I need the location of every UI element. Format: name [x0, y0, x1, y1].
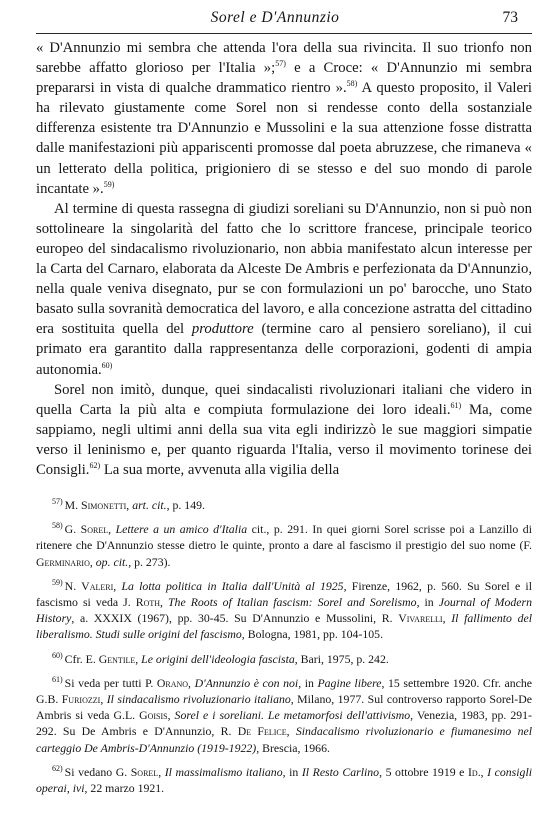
footnote-number: 57) [52, 497, 63, 507]
footnote-number: 58) [52, 521, 63, 531]
running-title: Sorel e D'Annunzio [210, 9, 340, 26]
reference: ivi [72, 781, 85, 796]
text-run: e a Croce: « D'Annunzio mi sembra prepararsi in vista di qualche drammatico rientro ». [36, 60, 532, 97]
text-run: , [100, 692, 107, 707]
text-run: « D'Annunzio mi sembra che attenda l'ora della sua rivincita. Il suo trionfo non sarebbe affatto glorioso per l'Italia »; [36, 40, 532, 77]
text-run: (termine caro al pensiero soreliano), il cui primato era garantito dalla rappresentanza delle corporazioni, godenti di ampia autonomia. [36, 321, 532, 378]
article-title: The Roots of Italian fascism: Sorel and Sorelismo [167, 595, 417, 610]
header-rule [36, 33, 532, 34]
author: M. Simonetti [64, 498, 127, 512]
author: Vivarelli [398, 611, 443, 626]
author: N. Valeri [64, 578, 114, 593]
text-run: , in [298, 675, 318, 690]
main-text [36, 38, 532, 480]
author: Germinario [36, 554, 90, 569]
text-run: , [286, 724, 296, 739]
text-run: , [442, 611, 452, 626]
page-header [0, 9, 550, 31]
text-run: cit., p. 291. In quei giorni Sorel scrisse poi a Lanzillo di ritenere che D'Annunzio stesse dietro le quinte, pronto a dare al fascismo il prestigio del suo nome (F. [36, 522, 532, 553]
emphasis: produttore [191, 321, 254, 338]
reference: op. cit. [95, 554, 129, 569]
text-run: Si vedano G. [64, 764, 131, 779]
text-run: , 5 ottobre 1919 e [379, 764, 468, 779]
text-run: , [113, 578, 122, 593]
footnote-ref-62: 62) [89, 461, 101, 471]
journal-title: Journal of Modern History [36, 595, 532, 626]
author: Sorel [130, 764, 159, 779]
article-title: I consigli operai [36, 764, 532, 796]
journal-title: Pagine libere [317, 675, 382, 690]
footnote-number: 61) [52, 674, 63, 684]
footnote-ref-60: 60) [101, 360, 113, 370]
footnote-57 [36, 497, 532, 513]
book-title: Sorel e i soreliani. Le metamorfosi dell'attivismo [174, 708, 411, 723]
author: Orano [156, 675, 189, 690]
text-run: , 22 marzo 1921. [84, 781, 165, 796]
footnote-58 [36, 521, 532, 570]
text-run: Sorel non imitò, dunque, quei sindacalisti rivoluzionari italiani che videro in quella Carta la più alta e compiuta formulazione dei loro ideali. [36, 381, 532, 418]
book-title: Lettere a un amico d'Italia [115, 522, 248, 537]
author: G. Sorel [64, 522, 109, 537]
text-run: , Milano, 1977. Sul controverso rapporto Sorel-De Ambris si veda G.L. [36, 692, 532, 723]
footnotes [36, 497, 532, 804]
reference: art. cit. [132, 498, 167, 512]
text-run: , p. 149. [166, 498, 205, 512]
author: Furiozzi [61, 692, 101, 707]
text-run: A questo proposito, il Valeri ha rilevato giustamente come Sorel non si rendesse conto della sostanziale differenza esistente tra D'Annunzio e Mussolini e la sua attenzione fosse distratta dalle manifestazioni più appariscenti promosse dal poeta abruzzese, che rimaneva « un letterato della politica, prigioniero di se stesso e del suo mondo di parole incantate ». [36, 80, 532, 197]
text-run: La sua morte, avvenuta alla vigilia della [100, 461, 340, 478]
footnote-61 [36, 675, 532, 756]
text-run: , Brescia, 1966. [256, 740, 330, 755]
book-title: Sindacalismo rivoluzionario e fiumanesimo nel carteggio De Ambris-D'Annunzio (1919-1922) [36, 724, 532, 755]
text-run: Ma, come sappiamo, negli ultimi anni della sua vita egli indirizzò le sue maggiori simpatie verso il leninismo e, per quanto riguarda l'Italia, verso il movimento torinese dei Consigli. [36, 401, 532, 478]
paragraph-2 [36, 199, 532, 380]
text-run: , [89, 554, 96, 569]
text-run: , in [282, 764, 302, 779]
paragraph-3 [36, 380, 532, 480]
page-number: 73 [502, 9, 518, 26]
text-run: , Venezia, 1983, pp. 291-292. Su De Ambris e D'Annunzio, R. [36, 708, 532, 739]
book-title: Il fallimento del liberalismo. Studi sulle origini del fascismo [36, 611, 532, 642]
journal-title: Il Resto Carlino [301, 764, 380, 779]
footnote-number: 59) [52, 577, 63, 587]
text-run: , [66, 781, 73, 796]
text-run: , [480, 764, 488, 779]
text-run: , Firenze, 1962, p. 560. Su Sorel e il fascismo si veda J. [36, 578, 532, 610]
footnote-62 [36, 764, 532, 796]
text-run: , [160, 595, 168, 610]
book-title: Il sindacalismo rivoluzionario italiano [106, 692, 291, 707]
footnote-60 [36, 651, 532, 667]
book-title: Le origini dell'ideologia fascista [141, 651, 295, 666]
footnote-ref-61: 61) [450, 400, 462, 410]
footnote-ref-59: 59) [103, 179, 115, 189]
text-run: , 15 settembre 1920. Cfr. anche G.B. [36, 675, 532, 707]
article-title: D'Annunzio è con noi [194, 675, 299, 690]
footnote-ref-58: 58) [346, 79, 358, 89]
book-title: La lotta politica in Italia dall'Unità al 1925 [121, 578, 344, 593]
text-run: , Bari, 1975, p. 242. [294, 651, 389, 666]
author: Goisis [139, 708, 168, 723]
text-run: Cfr. E. [64, 651, 99, 666]
text-run: , [158, 764, 165, 779]
text-run: , p. 273). [128, 554, 171, 569]
text-run: , a. XXXIX (1967), pp. 30-45. Su D'Annunzio e Mussolini, R. [71, 611, 399, 626]
text-run: , Bologna, 1981, pp. 104-105. [241, 627, 384, 642]
author: De Felice [237, 724, 287, 739]
text-run: , [188, 675, 195, 690]
text-run: , [108, 522, 116, 537]
footnote-59 [36, 578, 532, 643]
footnote-number: 60) [52, 650, 63, 660]
author: Id. [467, 764, 481, 779]
author: Gentile [98, 651, 136, 666]
author: Roth [135, 595, 161, 610]
footnote-number: 62) [52, 763, 63, 773]
text-run: Si veda per tutti P. [64, 675, 157, 690]
text-run: , [135, 651, 142, 666]
text-run: , [126, 498, 133, 512]
footnote-ref-57: 57) [275, 59, 286, 69]
text-run: , [167, 708, 175, 723]
text-run: , in [416, 595, 439, 610]
text-run: Al termine di questa rassegna di giudizi soreliani su D'Annunzio, non si può non sottolineare la singolarità del fatto che lo scrittore francese, principale teorico europeo del sindacalismo rivoluzionario, non abbia manifestato alcun interesse per la Carta del Carnaro, elaborata da Alceste De Ambris e perfezionata da D'Annunzio, nella quale veniva disegnato, pur se con formulazioni un po' barocche, uno Stato basato sulla sovranità democratica del lavoro, e alla concezione astratta del cittadino era sostituita quella del [36, 200, 532, 338]
article-title: Il massimalismo italiano [164, 764, 283, 779]
paragraph-1 [36, 38, 532, 199]
